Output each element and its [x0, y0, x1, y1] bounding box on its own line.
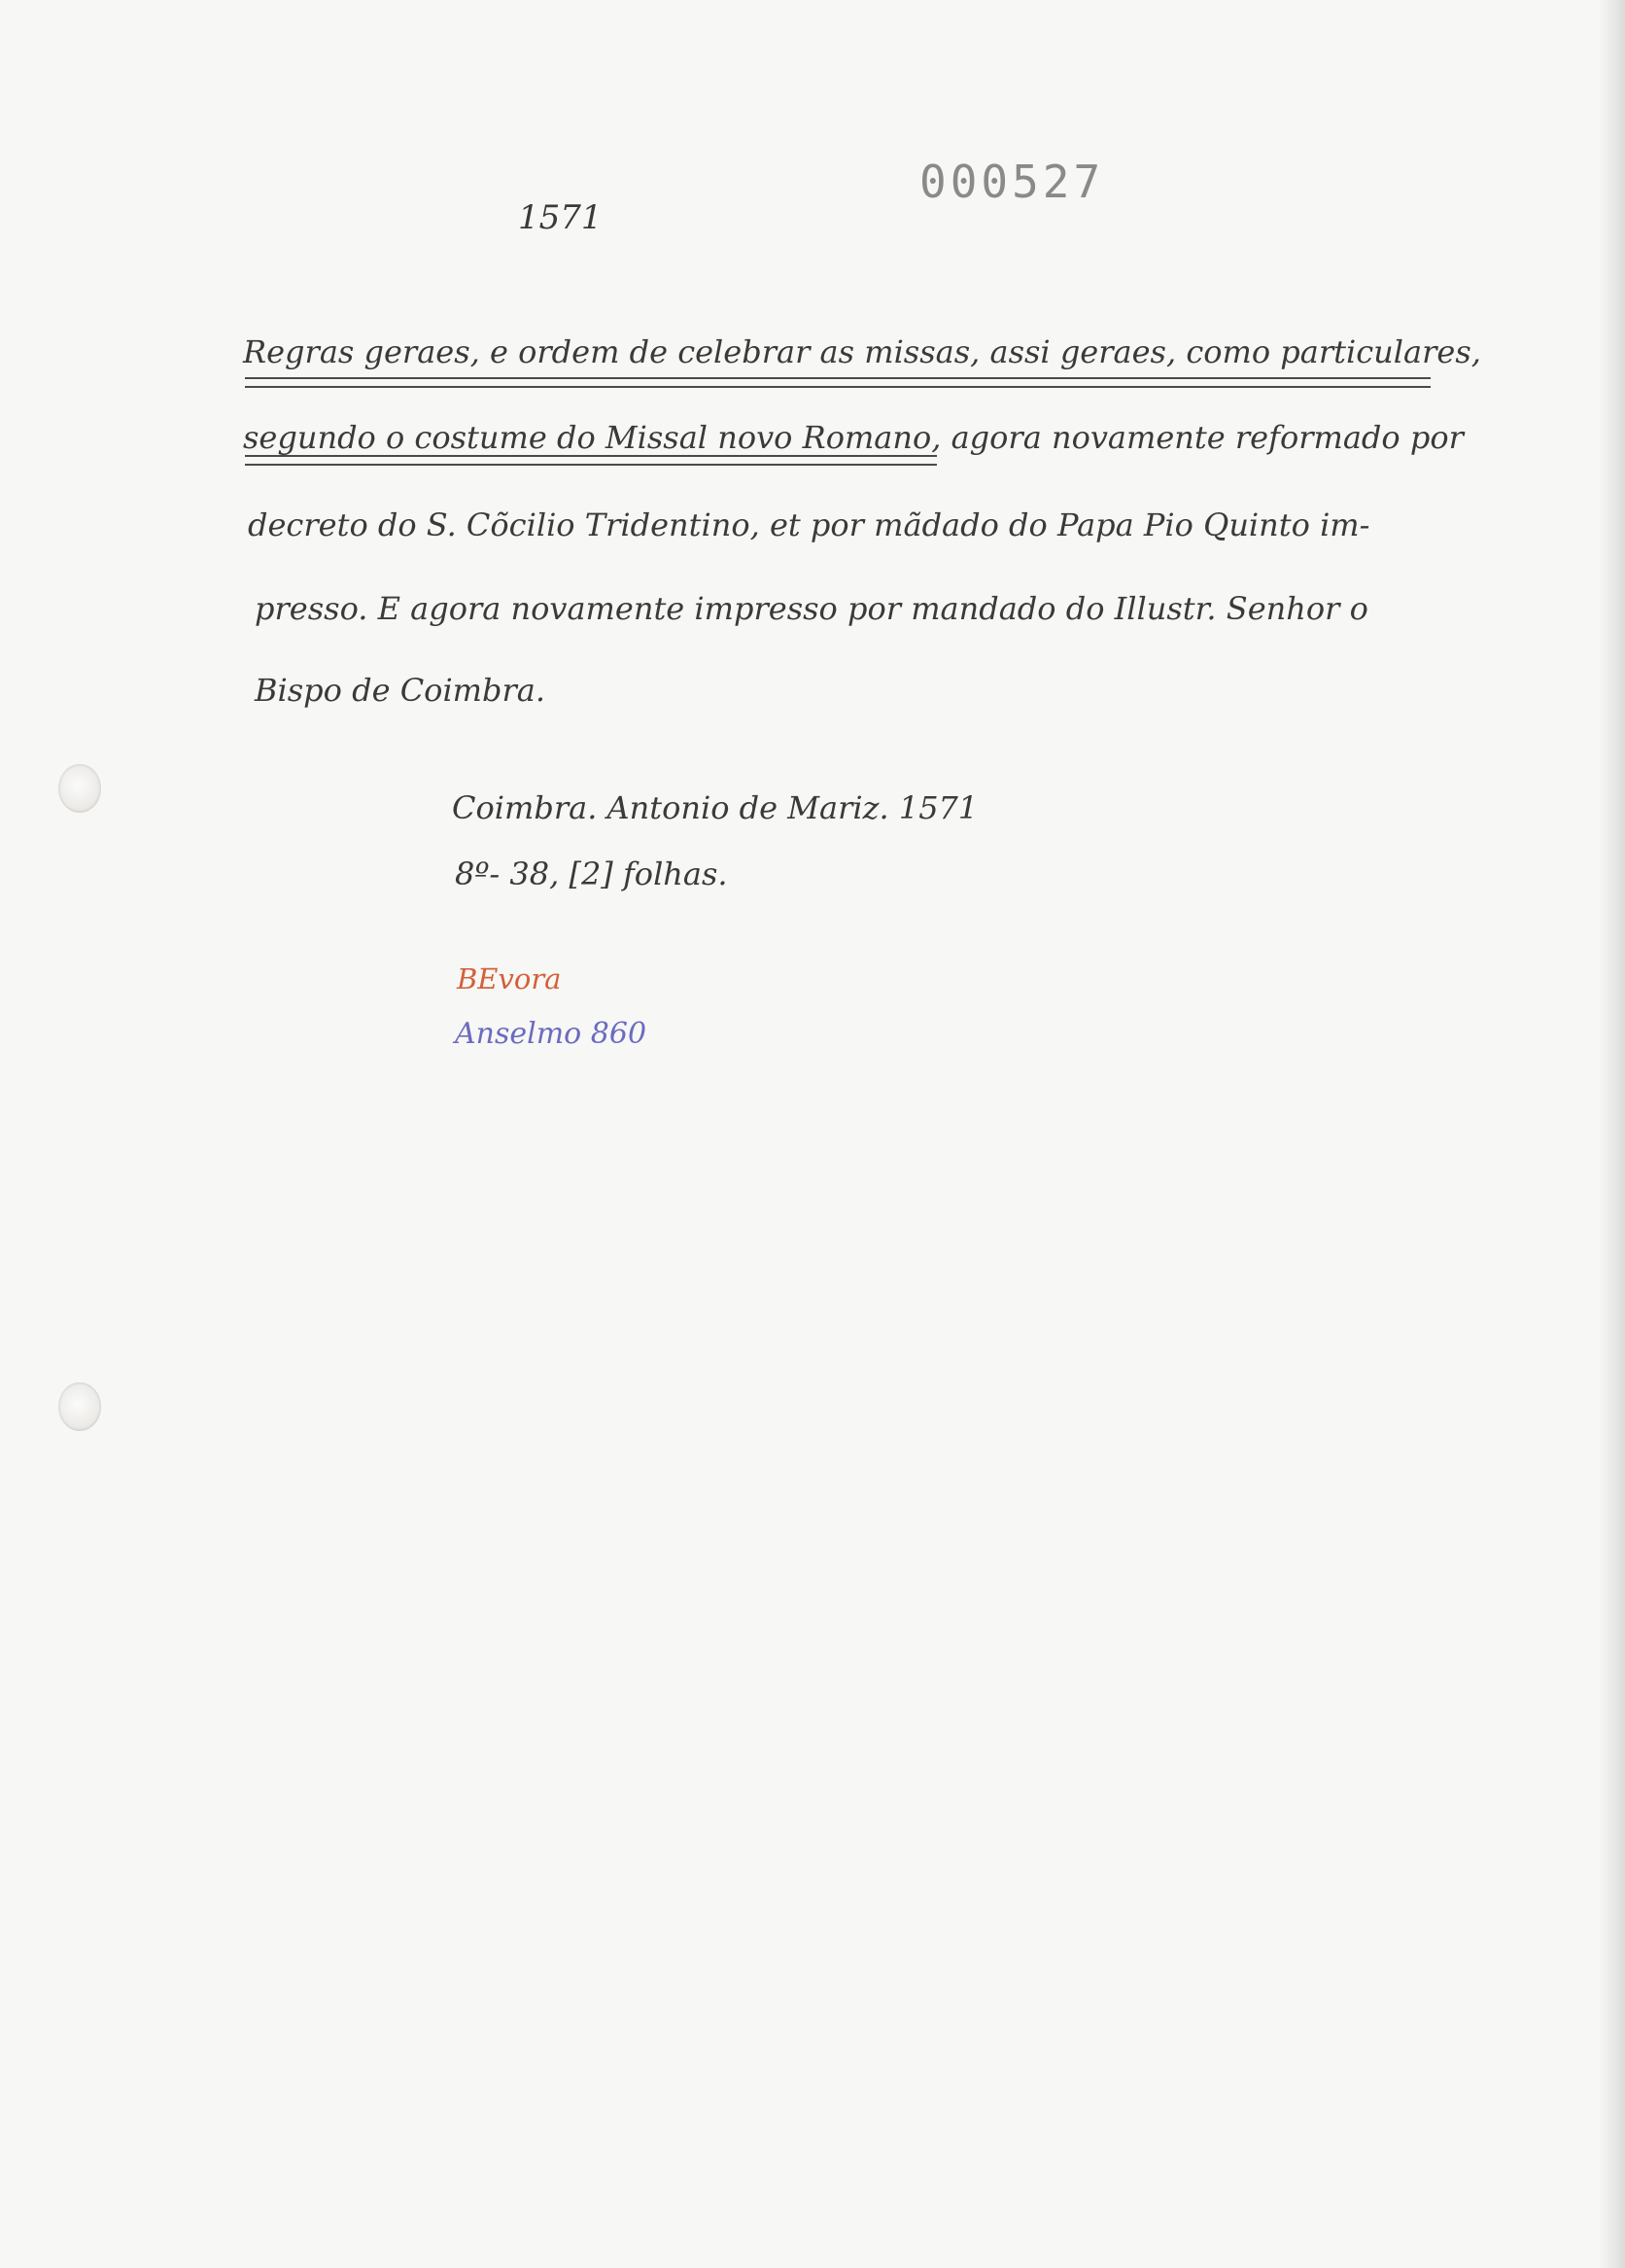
- page-edge-shadow: [1598, 0, 1625, 2268]
- title-line-5: Bispo de Coimbra.: [255, 672, 546, 709]
- title-line-3: decreto do S. Cõcilio Tridentino, et por mãdado do Papa Pio Quinto im-: [248, 506, 1370, 543]
- stamped-record-number: 000527: [919, 156, 1105, 208]
- punch-hole-lower: [58, 1382, 101, 1431]
- library-location: BEvora: [457, 962, 562, 995]
- title-underline-2: [245, 455, 937, 466]
- imprint-line: Coimbra. Antonio de Mariz. 1571: [452, 789, 979, 826]
- title-line-2: segundo o costume do Missal novo Romano, agora novamente reformado por: [243, 419, 1464, 456]
- bibliographic-reference: Anselmo 860: [455, 1017, 647, 1051]
- title-line-1: Regras geraes, e ordem de celebrar as missas, assi geraes, como particulares,: [243, 333, 1481, 370]
- punch-hole-upper: [58, 764, 101, 813]
- year-heading: 1571: [518, 198, 603, 237]
- title-underline-1: [245, 377, 1431, 388]
- title-line-4: presso. E agora novamente impresso por mandado do Illustr. Senhor o: [255, 590, 1368, 627]
- format-line: 8º- 38, [2] folhas.: [455, 855, 728, 892]
